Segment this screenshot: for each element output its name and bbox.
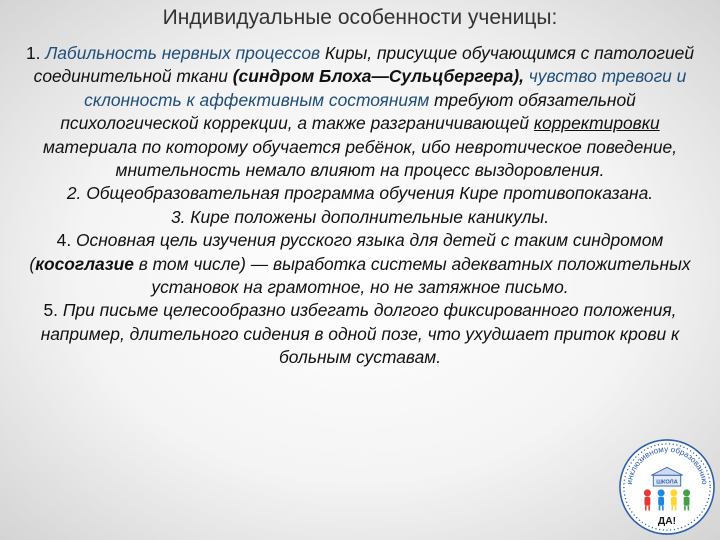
item-1-text-c: материала по которому обучается ребёнок, ибо невротическое поведение, мнительность немало влияют на процесс выздоровления. [42, 136, 678, 181]
item-1-text-a: Киры, присущие обучающимся с патологией соединительной ткани [33, 43, 695, 87]
item-1-anxiety: чувство тревоги и склонность к аффективным состояниям [84, 66, 687, 110]
logo-answer-text: ДА! [657, 516, 677, 528]
item-5 [20, 299, 700, 369]
item-4 [20, 229, 700, 299]
slide-body [20, 42, 700, 370]
item-5-text: При письме целесообразно избегать долгого фиксированного положения, например, длительного сидения в одной позе, что ухудшает приток крови к больным суставам. [40, 300, 680, 368]
logo-ring-text: инклюзивному образованию [624, 444, 710, 485]
item-1-text-b: требуют обязательной психологической коррекции, а также разграничивающей [60, 89, 636, 134]
item-5-number: 5. [43, 300, 63, 321]
item-4-number: 4. [56, 230, 77, 251]
inclusive-education-logo [618, 438, 716, 536]
item-1-syndrome: (синдром Блоха—Сульцбергера), [232, 66, 524, 87]
item-1-number: 1. [25, 43, 46, 63]
school-sign-text: ШКОЛА [656, 479, 678, 486]
item-1 [20, 42, 700, 182]
item-4-text-a: Основная цель изучения русского языка для детей с таким синдромом ( [29, 230, 664, 274]
item-4-strabismus: косоглазие [35, 253, 134, 274]
item-3: 3. Кире положены дополнительные каникулы. [170, 206, 550, 227]
item-1-term: Лабильность нервных процессов [45, 43, 321, 63]
slide-title: Индивидуальные особенности ученицы: [162, 6, 558, 29]
item-1-underlined: корректировки [533, 113, 660, 134]
item-4-text-b: в том числе) — выработка системы адекватных положительных установок на грамотное, но не затяжное письмо. [133, 253, 691, 298]
item-2: 2. Общеобразовательная программа обучения Кире противопоказана. [66, 183, 654, 204]
